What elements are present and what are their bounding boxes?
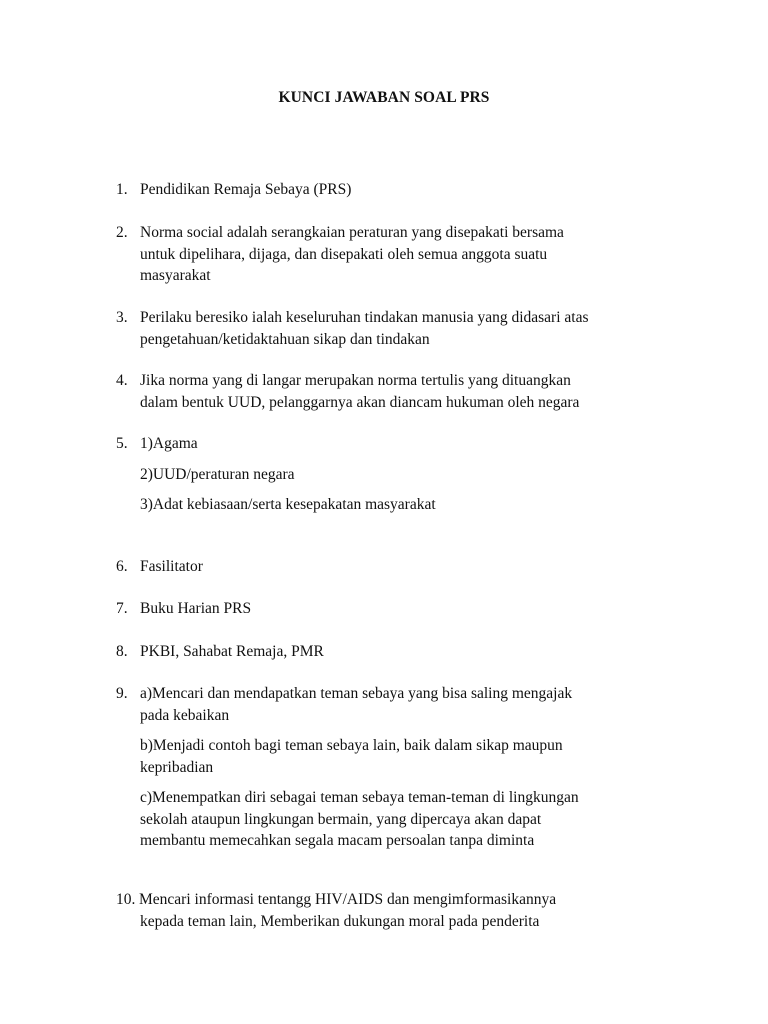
item-text: Pendidikan Remaja Sebaya (PRS) (140, 181, 352, 198)
item-number: 10. (116, 891, 136, 908)
item-text: 2)UUD/peraturan negara (140, 465, 295, 483)
item-number: 6. (116, 558, 128, 575)
answer-item-7 (116, 598, 676, 620)
item-text: b)Menjadi contoh bagi teman sebaya lain, baik dalam sikap maupun (140, 737, 563, 754)
item-text: sekolah ataupun lingkungan bermain, yang dipercaya akan dapat (140, 810, 542, 828)
item-text: membantu memecahkan segala macam persoalan tanpa diminta (140, 832, 535, 849)
answer-item-1 (116, 179, 676, 201)
answer-item-10 (116, 889, 676, 932)
sub-answer-c (140, 787, 676, 852)
item-text: 1)Agama (140, 435, 198, 452)
item-text: Buku Harian PRS (140, 600, 252, 617)
answer-item-2 (116, 222, 676, 287)
item-number: 8. (116, 643, 128, 660)
item-text: masyarakat (140, 267, 211, 284)
item-text: Mencari informasi tentangg HIV/AIDS dan mengimformasikannya (139, 891, 557, 908)
item-text: 3)Adat kebiasaan/serta kesepakatan masyarakat (140, 496, 436, 513)
item-text: c)Menempatkan diri sebagai teman sebaya teman-teman di lingkungan (140, 789, 579, 806)
item-text: PKBI, Sahabat Remaja, PMR (140, 643, 324, 660)
sub-answer-a (140, 683, 676, 726)
item-text: kepada teman lain, Memberikan dukungan moral pada penderita (140, 912, 540, 930)
answer-item-6 (116, 556, 676, 578)
item-number: 2. (116, 224, 128, 241)
item-number: 7. (116, 600, 128, 617)
item-text: pengetahuan/ketidaktahuan sikap dan tindakan (140, 330, 430, 348)
item-text: a)Mencari dan mendapatkan teman sebaya yang bisa saling mengajak (140, 685, 573, 702)
item-text: Norma social adalah serangkaian peraturan yang disepakati bersama (140, 224, 564, 241)
item-number: 5. (116, 435, 128, 452)
item-text: Perilaku beresiko ialah keseluruhan tindakan manusia yang didasari atas (140, 309, 589, 326)
item-text: pada kebaikan (140, 706, 230, 724)
item-text: kepribadian (140, 758, 214, 776)
sub-answer-b (140, 735, 676, 778)
document-title: KUNCI JAWABAN SOAL PRS (278, 89, 490, 106)
answer-item-9 (116, 683, 676, 852)
answer-item-4 (116, 370, 676, 413)
item-text: untuk dipelihara, dijaga, dan disepakati oleh semua anggota suatu (140, 245, 548, 263)
item-number: 1. (116, 181, 128, 198)
item-text: dalam bentuk UUD, pelanggarnya akan diancam hukuman oleh negara (140, 393, 580, 411)
item-number: 9. (116, 685, 128, 702)
answer-item-5 (116, 433, 676, 516)
answer-item-3 (116, 307, 676, 350)
item-text: Fasilitator (140, 558, 203, 575)
item-number: 3. (116, 309, 128, 326)
item-number: 4. (116, 372, 128, 389)
answer-item-8 (116, 641, 676, 663)
item-text: Jika norma yang di langar merupakan norma tertulis yang dituangkan (140, 372, 571, 389)
